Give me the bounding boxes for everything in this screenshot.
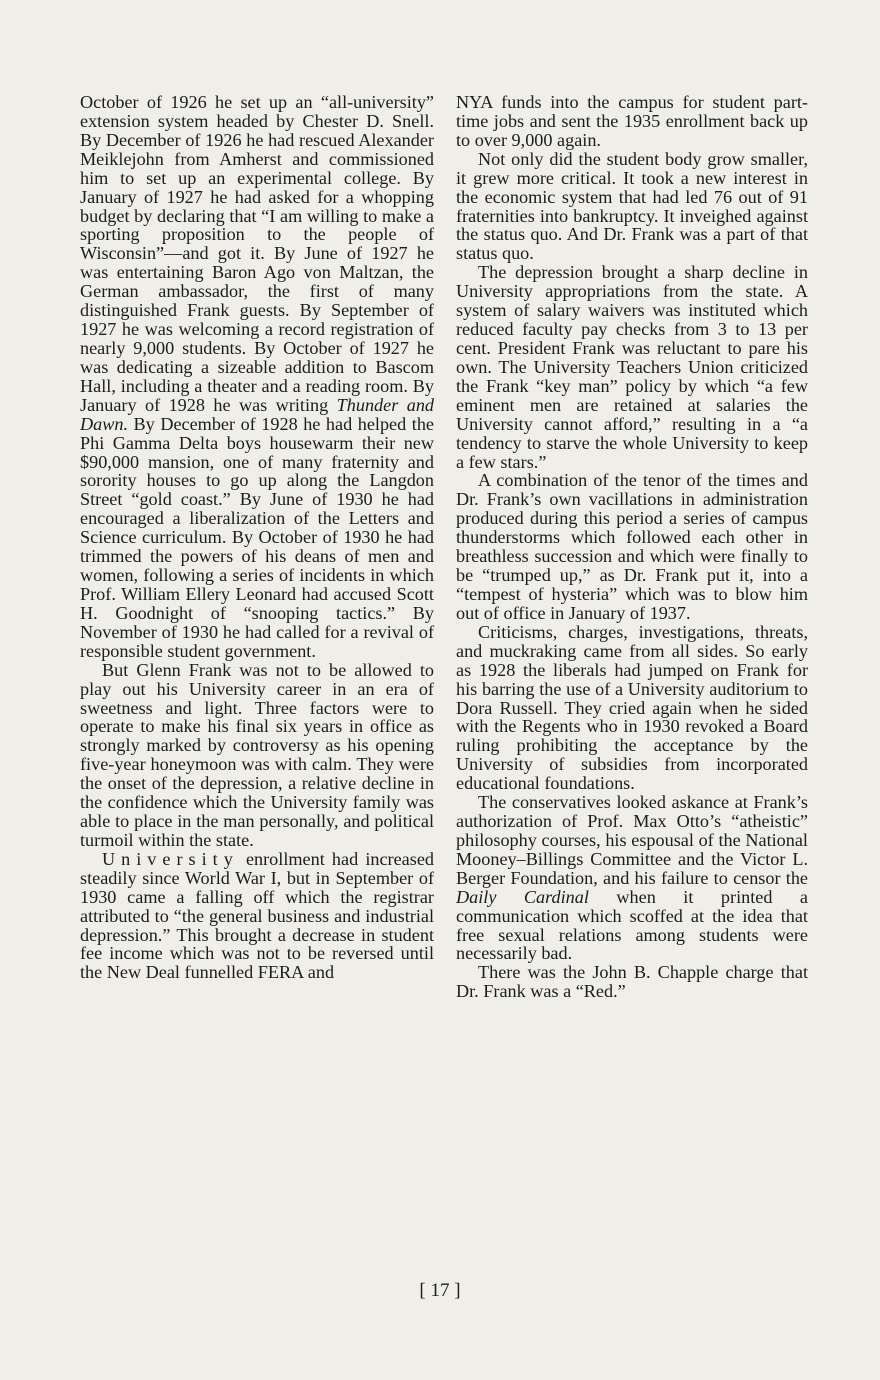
paragraph: Criticisms, charges, investigations, threats, and muckraking came from all sides. So early as 1928 the liberals had jumped on Frank for his barring the use of a University auditorium to Dora Russell. They cried again when he sided with the Regents who in 1930 revoked a Board ruling prohibiting the acceptance by the University of subsidies from incorporated educational foundations. (456, 621, 808, 794)
spaced-lead-word: University (102, 848, 239, 869)
right-column (456, 93, 808, 1001)
paragraph (456, 793, 808, 963)
paragraph-text: October of 1926 he set up an “all-university” extension system headed by Chester D. Snell. By December of 1926 he had rescued Alexander Meiklejohn from Amherst and commissioned him to set up an experimental college. By January of 1927 he had asked for a whopping budget by declaring that “I am willing to make a sporting proposition to the people of Wisconsin”—and got it. By June of 1927 he was entertaining Baron Ago von Maltzan, the German ambassador, the first of many distinguished Frank guests. By September of 1927 he was welcoming a record registration of nearly 9,000 students. By October of 1927 he was dedicating a sizeable addition to Bascom Hall, including a theater and a reading room. By January of 1928 he was writing (80, 92, 434, 415)
paragraph-text: enrollment had increased steadily since World War I, but in September of 1930 came a falling off which the registrar attributed to “the general business and industrial depression.” This brought a decrease in student fee income which was not to be reversed until the New Deal funnelled FERA and (80, 848, 434, 983)
paragraph-text: The conservatives looked askance at Frank’s authorization of Prof. Max Otto’s “atheistic” philosophy courses, his espousal of the National Mooney–Billings Committee and the Victor L. Berger Foundation, and his failure to censor the (456, 792, 808, 888)
newspaper-title: Daily Cardinal (456, 886, 589, 907)
book-title: Thunder and Dawn. (80, 394, 435, 434)
left-column (80, 93, 434, 982)
paragraph-text: By December of 1928 he had helped the Phi Gamma Delta boys housewarm their new $90,000 mansion, one of many fraternity and sorority houses to go up along the Langdon Street “gold coast.” By June of 1930 he had encouraged a liberalization of the Letters and Science curriculum. By October of 1930 he had trimmed the powers of his deans of men and women, following a series of incidents in which Prof. William Ellery Leonard had accused Scott H. Goodnight of “snooping tactics.” By November of 1930 he had called for a revival of responsible student government. (80, 413, 434, 661)
paragraph: But Glenn Frank was not to be allowed to play out his University career in an era of sweetness and light. Three factors were to operate to make his final six years in office as strongly marked by controversy as his opening five-year honeymoon was with calm. They were the onset of the depression, a relative decline in the confidence which the University family was able to place in the man personally, and political turmoil within the state. (80, 659, 434, 850)
paragraph: Not only did the student body grow smaller, it grew more critical. It took a new interest in the economic system that had led 76 out of 91 fraternities into bankruptcy. It inveighed against the status quo. And Dr. Frank was a part of that status quo. (456, 148, 808, 264)
paragraph: NYA funds into the campus for student part-time jobs and sent the 1935 enrollment back up to over 9,000 again. (456, 92, 808, 150)
paragraph: There was the John B. Chapple charge that Dr. Frank was a “Red.” (456, 962, 808, 1002)
paragraph: The depression brought a sharp decline in University appropriations from the state. A system of salary waivers was instituted which reduced faculty pay checks from 3 to 13 per cent. President Frank was reluctant to pare his own. The University Teachers Union criticized the Frank “key man” policy by which “a few eminent men are retained at salaries the University cannot afford,” resulting in a “a tendency to starve the whole University to keep a few stars.” (456, 262, 808, 472)
paragraph (80, 93, 434, 661)
paragraph (80, 850, 434, 982)
paragraph-text: when it printed a communication which scoffed at the idea that free sexual relations among students were necessarily bad. (456, 886, 808, 964)
page-number: [ 17 ] (419, 1280, 461, 1301)
paragraph: A combination of the tenor of the times and Dr. Frank’s own vacillations in administration produced during this period a series of campus thunderstorms which followed each other in breathless succession and which were finally to be “trumped up,” as Dr. Frank put it, into a “tempest of hysteria” which was to blow him out of office in January of 1937. (456, 470, 808, 623)
